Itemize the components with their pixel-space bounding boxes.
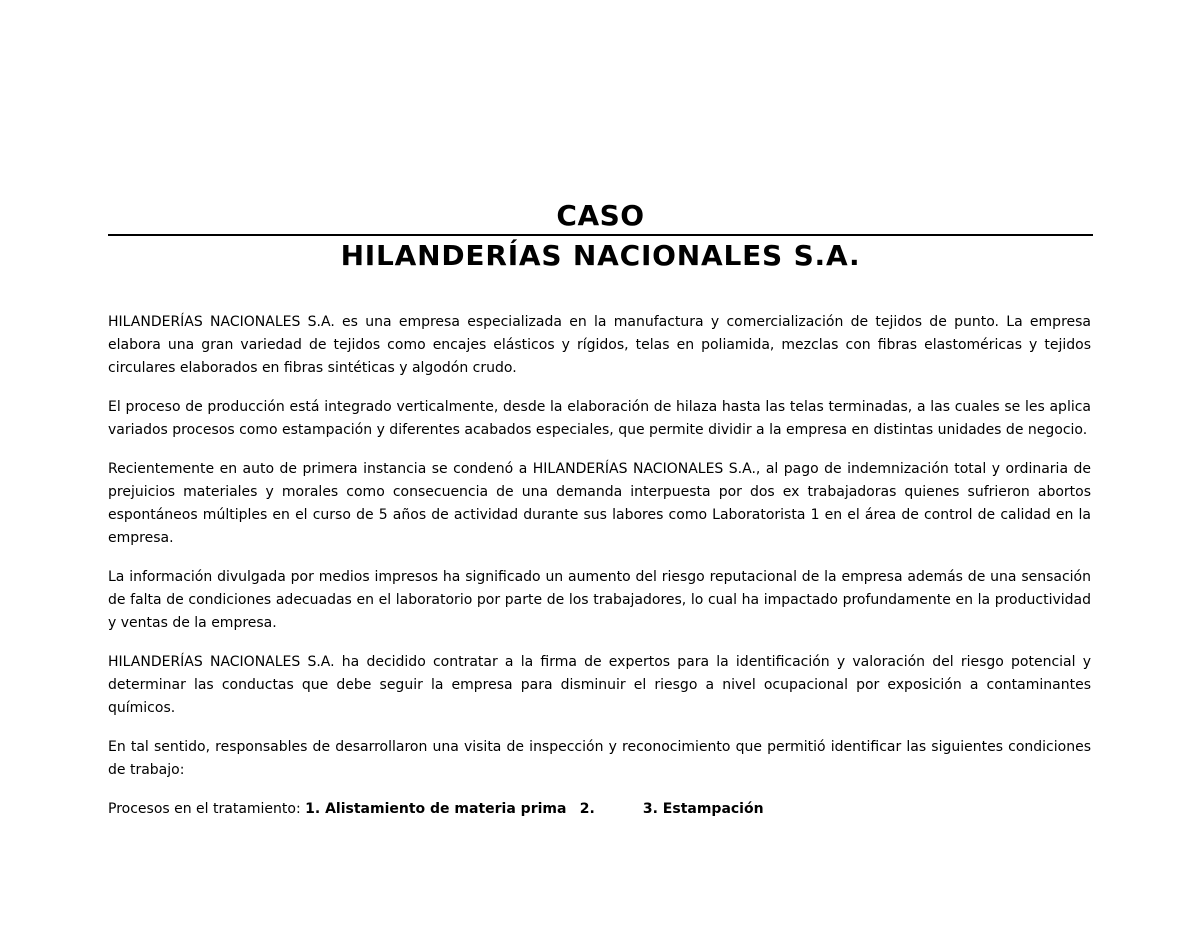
document-body [108,311,1091,821]
paragraph-4: La información divulgada por medios impresos ha significado un aumento del riesgo reputacional de la empresa además de una sensación de falta de condiciones adecuadas en el laboratorio por parte de los trabajadores, lo cual ha impactado profundamente en la productividad y ventas de la empresa. [108,569,1091,631]
paragraph-5: HILANDERÍAS NACIONALES S.A. ha decidido contratar a la firma de expertos para la identificación y valoración del riesgo potencial y determinar las conductas que debe seguir la empresa para disminuir el riesgo a nivel ocupacional por exposición a contaminantes químicos. [108,654,1091,716]
document-subtitle: HILANDERÍAS NACIONALES S.A. [340,239,861,272]
paragraph-2: El proceso de producción está integrado verticalmente, desde la elaboración de hilaza hasta las telas terminadas, a las cuales se les aplica variados procesos como estampación y diferentes acabados especiales, que permite dividir a la empresa en distintas unidades de negocio. [108,399,1091,438]
process-item-1: 1. Alistamiento de materia prima [305,801,567,817]
processes-line [108,798,1091,821]
paragraph-1: HILANDERÍAS NACIONALES S.A. es una empresa especializada en la manufactura y comercialización de tejidos de punto. La empresa elabora una gran variedad de tejidos como encajes elásticos y rígidos, telas en poliamida, mezclas con fibras elastoméricas y tejidos circulares elaborados en fibras sintéticas y algodón crudo. [108,314,1091,376]
process-item-2: 2. [579,801,595,817]
paragraph-3: Recientemente en auto de primera instancia se condenó a HILANDERÍAS NACIONALES S.A., al pago de indemnización total y ordinaria de prejuicios materiales y morales como consecuencia de una demanda interpuesta por dos ex trabajadoras quienes sufrieron abortos espontáneos múltiples en el curso de 5 años de actividad durante sus labores como Laboratorista 1 en el área de control de calidad en la empresa. [108,461,1091,546]
processes-label: Procesos en el tratamiento: [108,801,306,817]
document-title: CASO [556,199,645,232]
process-item-3: 3. Estampación [642,801,764,817]
title-block [108,198,1093,276]
paragraph-6: En tal sentido, responsables de desarrollaron una visita de inspección y reconocimiento que permitió identificar las siguientes condiciones de trabajo: [108,739,1091,778]
